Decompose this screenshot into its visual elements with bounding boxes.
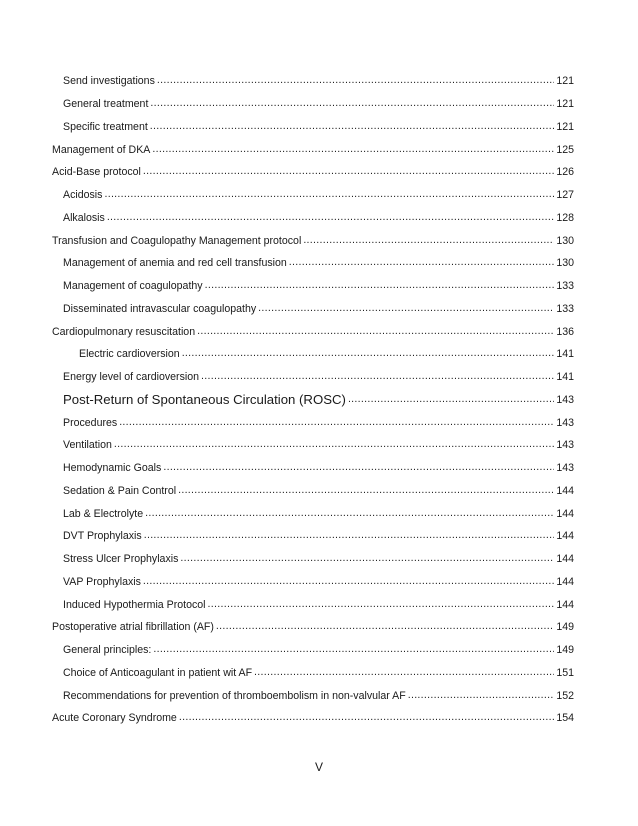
toc-entry-title: Energy level of cardioversion [63,371,200,384]
toc-entry-title: Transfusion and Coagulopathy Management protocol [52,234,302,247]
toc-entry-title: General principles: [63,644,152,657]
toc-entry-title: Alkalosis [63,211,105,224]
toc-dot-leader [178,485,554,497]
toc-entry-title: Stress Ulcer Prophylaxis [63,553,179,566]
toc-entry-page: 128 [556,211,574,224]
toc-dot-leader [150,121,555,133]
toc-entry-title: Sedation & Pain Control [63,484,177,497]
toc-dot-leader [182,348,555,360]
toc-entry-title: Lab & Electrolyte [63,507,144,520]
toc-entry-title: Post-Return of Spontaneous Circulation (ROSC) [63,392,346,408]
toc-dot-leader [153,644,554,656]
toc-dot-leader [150,98,554,110]
toc-dot-leader [258,303,554,315]
toc-dot-leader [104,189,554,201]
toc-entry-title: Cardiopulmonary resuscitation [52,325,196,338]
toc-entry-title: Disseminated intravascular coagulopathy [63,302,257,315]
toc-entry-page: 136 [556,325,574,338]
toc-entry-title: Acid-Base protocol [52,166,141,179]
toc-entry[interactable] [52,616,574,639]
toc-entry-page: 121 [556,98,574,111]
toc-entry-title: Management of anemia and red cell transfusion [63,257,287,270]
toc-entry-page: 143 [556,439,574,452]
toc-entry-title: Hemodynamic Goals [63,462,162,475]
toc-dot-leader [145,508,554,520]
toc-entry-page: 125 [556,143,574,156]
toc-dot-leader [179,712,554,724]
toc-entry[interactable] [52,639,574,662]
toc-dot-leader [197,326,554,338]
toc-entry-title: DVT Prophylaxis [63,530,142,543]
toc-dot-leader [289,257,555,269]
toc-entry[interactable] [52,298,574,321]
toc-dot-leader [144,530,555,542]
toc-dot-leader [348,394,554,406]
toc-entry-page: 121 [556,75,574,88]
toc-entry-page: 149 [556,621,574,634]
toc-dot-leader [119,417,554,429]
toc-entry[interactable] [52,229,574,252]
toc-entry-title: Postoperative atrial fibrillation (AF) [52,621,214,634]
toc-entry[interactable] [52,252,574,275]
toc-entry-page: 143 [556,416,574,429]
toc-entry[interactable] [52,275,574,298]
toc-entry-page: 121 [556,120,574,133]
toc-dot-leader [152,144,554,156]
toc-entry[interactable] [52,525,574,548]
toc-entry[interactable] [52,548,574,571]
toc-entry-page: 144 [556,553,574,566]
toc-entry-page: 149 [556,644,574,657]
toc-dot-leader [254,667,554,679]
toc-entry-page: 133 [556,302,574,315]
toc-entry-page: 144 [556,598,574,611]
toc-entry-title: Electric cardioversion [79,348,180,361]
toc-entry[interactable] [52,593,574,616]
toc-entry[interactable] [52,434,574,457]
toc-entry-title: Specific treatment [63,120,148,133]
toc-entry-title: Procedures [63,416,118,429]
toc-entry-page: 144 [556,575,574,588]
toc-entry[interactable] [52,70,574,93]
toc-entry[interactable] [52,184,574,207]
toc-entry-page: 141 [556,371,574,384]
toc-dot-leader [205,280,555,292]
toc-entry-page: 141 [556,348,574,361]
toc-entry-title: Acute Coronary Syndrome [52,712,177,725]
toc-entry[interactable] [52,116,574,139]
toc-entry[interactable] [52,662,574,685]
toc-entry[interactable] [52,457,574,480]
toc-entry-page: 144 [556,530,574,543]
toc-entry[interactable] [52,502,574,525]
toc-dot-leader [143,576,554,588]
toc-dot-leader [143,166,554,178]
toc-dot-leader [208,599,555,611]
toc-entry-title: Induced Hypothermia Protocol [63,598,206,611]
toc-entry-title: Send investigations [63,75,155,88]
toc-entry[interactable] [52,320,574,343]
toc-dot-leader [303,235,554,247]
toc-entry[interactable] [52,138,574,161]
toc-entry[interactable] [52,207,574,230]
toc-entry[interactable] [52,389,574,412]
toc-dot-leader [408,690,555,702]
toc-entry[interactable] [52,707,574,730]
toc-entry-title: Management of DKA [52,143,151,156]
toc-entry-page: 144 [556,484,574,497]
toc-entry[interactable] [52,366,574,389]
toc-dot-leader [157,75,554,87]
toc-entry-title: Acidosis [63,189,103,202]
toc-dot-leader [163,462,554,474]
toc-entry-title: VAP Prophylaxis [63,575,141,588]
toc-entry[interactable] [52,411,574,434]
toc-entry[interactable] [52,684,574,707]
toc-dot-leader [216,621,554,633]
toc-entry-page: 154 [556,712,574,725]
toc-entry-page: 143 [556,393,574,406]
toc-entry[interactable] [52,161,574,184]
toc-entry-title: Choice of Anticoagulant in patient wit AF [63,666,253,679]
toc-dot-leader [107,212,555,224]
toc-entry-page: 130 [556,234,574,247]
toc-entry[interactable] [52,571,574,594]
toc-entry[interactable] [52,343,574,366]
toc-entry-title: Management of coagulopathy [63,280,203,293]
toc-entry-page: 151 [556,666,574,679]
toc-entry[interactable] [52,480,574,503]
toc-entry-page: 152 [556,689,574,702]
table-of-contents [52,70,574,730]
toc-dot-leader [114,439,554,451]
toc-entry-page: 130 [556,257,574,270]
toc-entry-page: 133 [556,280,574,293]
toc-dot-leader [180,553,554,565]
toc-entry[interactable] [52,93,574,116]
toc-entry-title: Recommendations for prevention of thromboembolism in non-valvular AF [63,689,406,702]
toc-entry-page: 126 [556,166,574,179]
page-number: V [314,760,323,774]
toc-entry-title: General treatment [63,98,149,111]
toc-entry-page: 143 [556,462,574,475]
toc-entry-page: 144 [556,507,574,520]
toc-entry-page: 127 [556,189,574,202]
toc-entry-title: Ventilation [63,439,112,452]
toc-dot-leader [201,371,554,383]
